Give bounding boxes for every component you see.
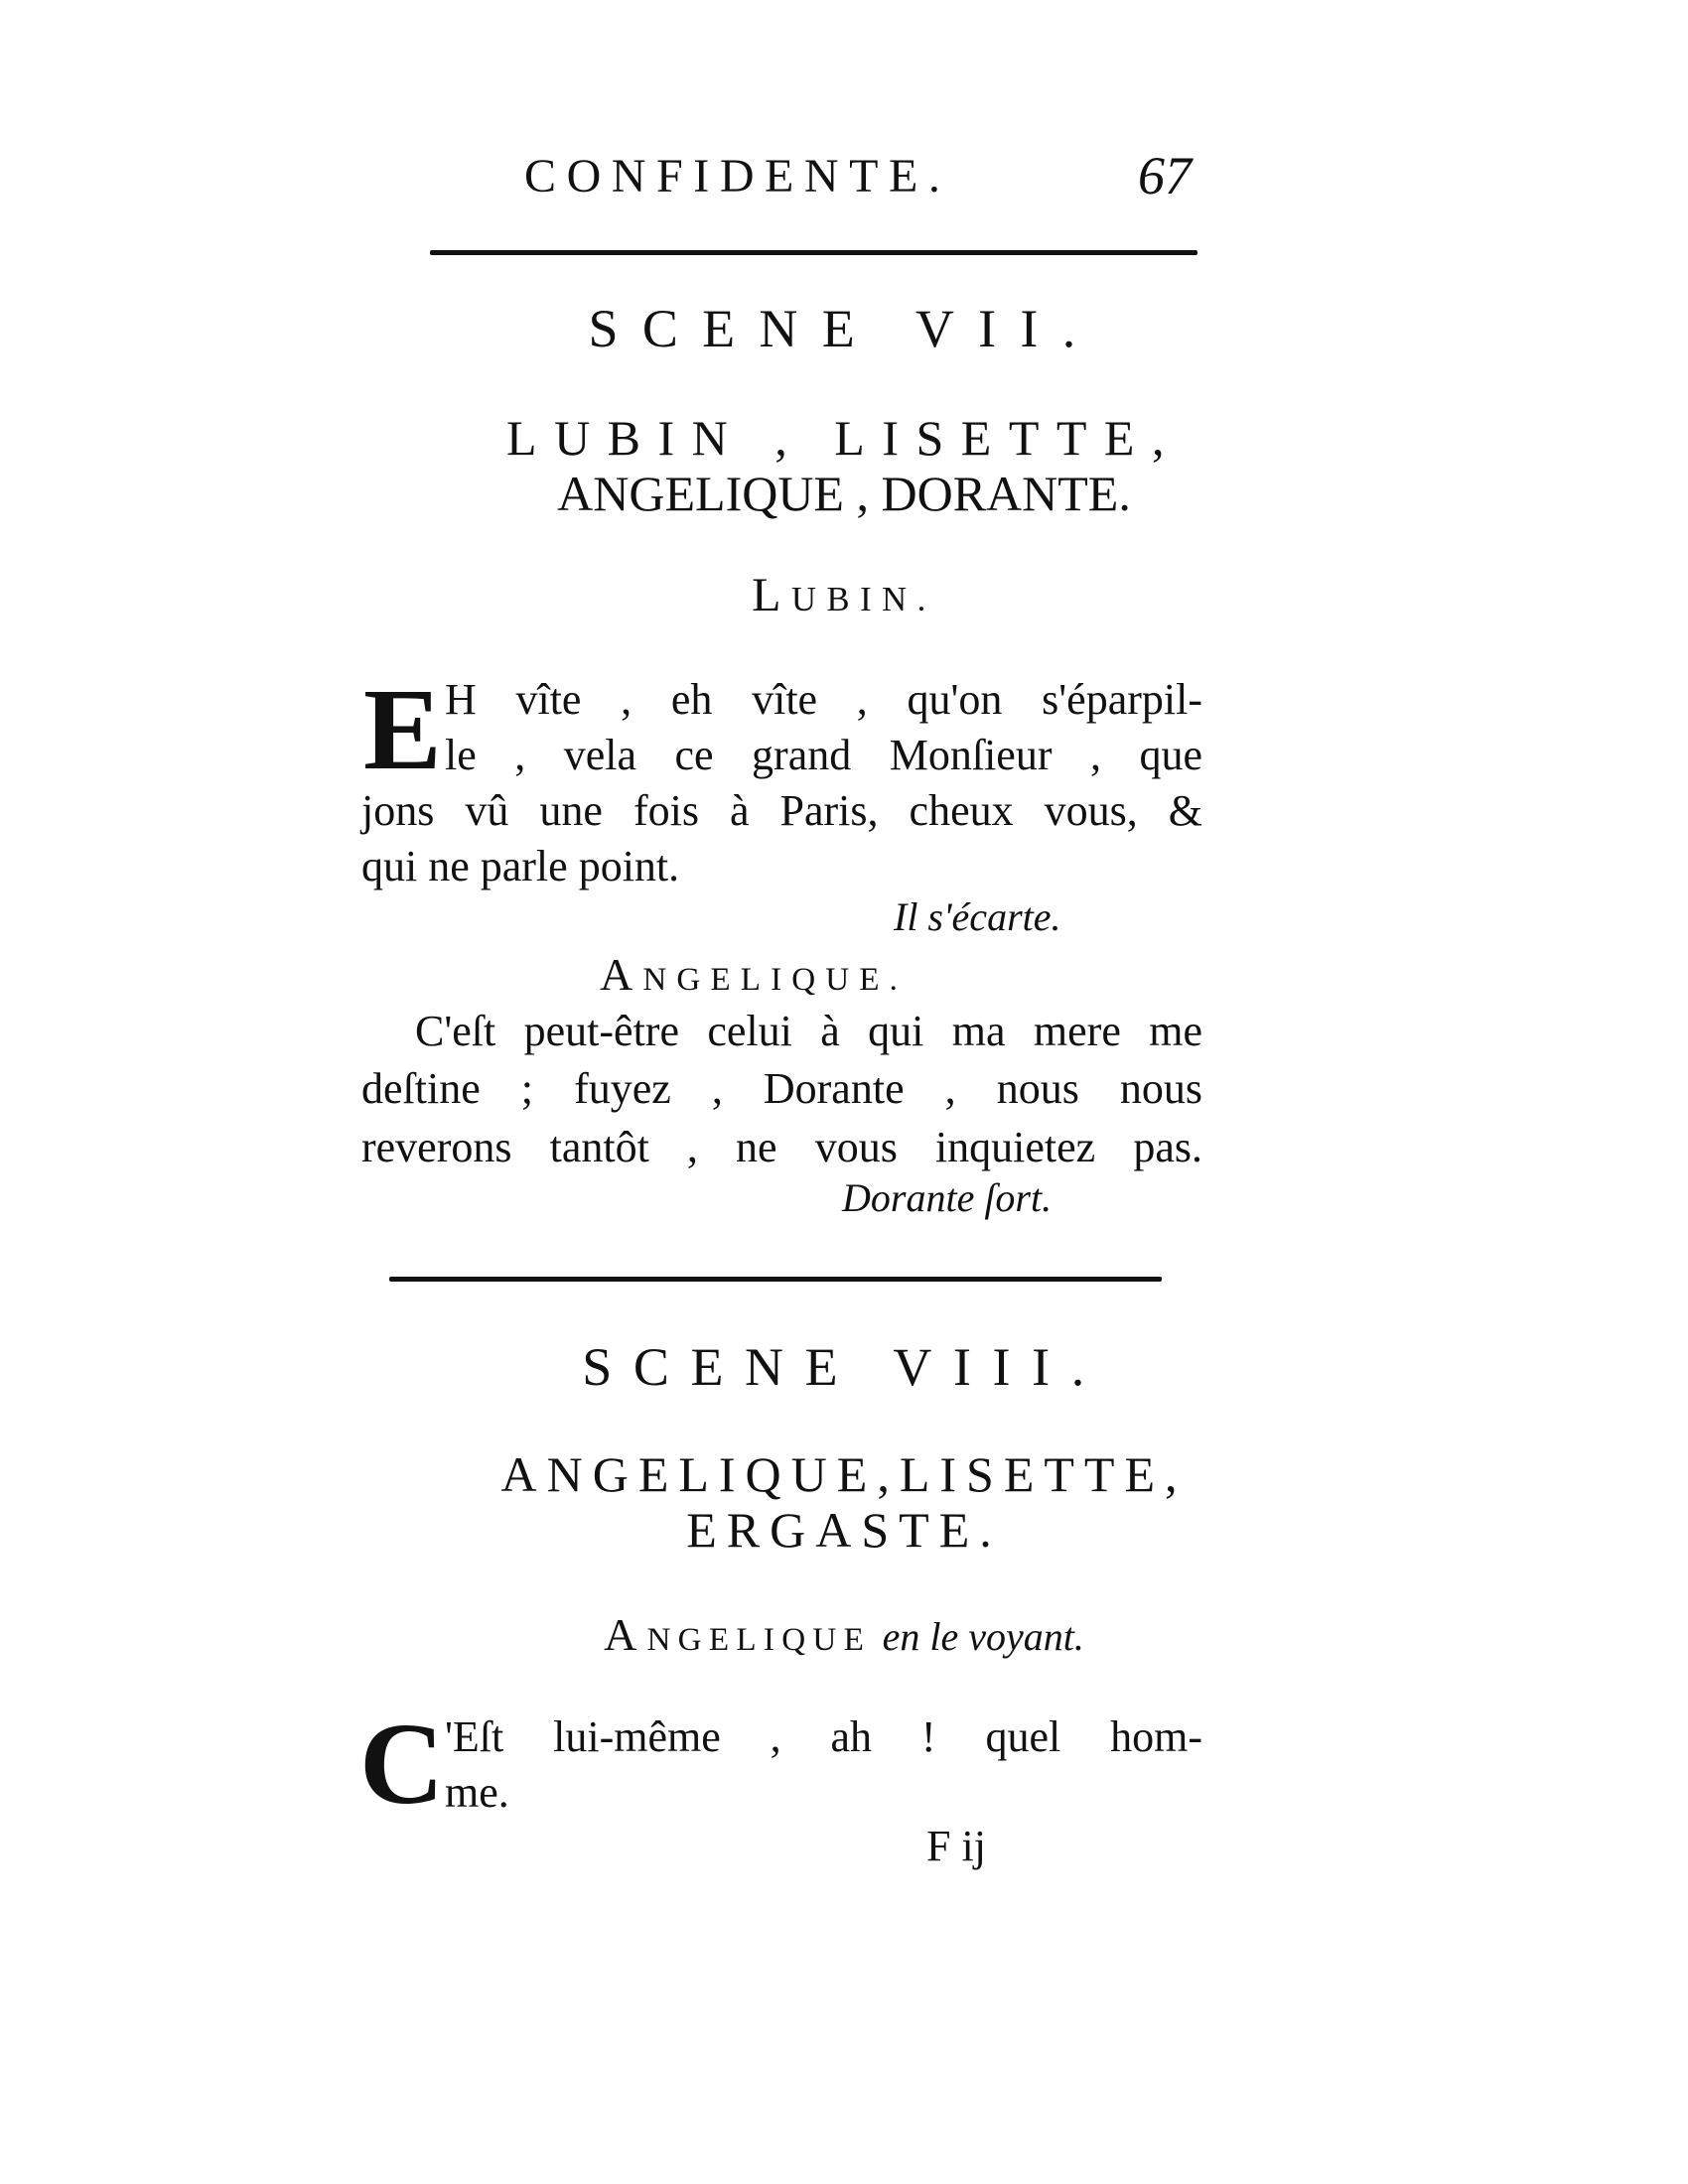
speaker-angelique (600, 948, 908, 1001)
scene-7-characters-line-1: LUBIN , LISETTE, (506, 410, 1182, 466)
speaker-lubin (0, 568, 1688, 622)
speaker-angelique (0, 1608, 1688, 1661)
speaker-initial: L (752, 569, 791, 621)
speech-line: H vîte , eh vîte , qu'on s'éparpil- (445, 675, 1202, 724)
drop-cap-e: E (363, 664, 442, 794)
stage-direction: Il s'écarte. (894, 894, 1061, 939)
speaker-initial: A (604, 1609, 647, 1660)
speaker-rest: NGELIQUE. (642, 961, 909, 998)
scene-8-characters-line-1: ANGELIQUE,LISETTE, (500, 1446, 1188, 1502)
speech-line: 'Eſt lui-même , ah ! quel hom- (445, 1712, 1202, 1761)
speech-line: C'eſt peut-être celui à qui ma mere me (415, 1007, 1202, 1055)
speech-line: reverons tantôt , ne vous inquietez pas. (361, 1123, 1202, 1171)
signature-mark: F ij (926, 1822, 986, 1870)
speech-line: qui ne parle point. (361, 842, 680, 890)
speaker-initial: A (600, 949, 643, 1000)
speech-line: me. (445, 1768, 509, 1817)
speech-line: le , vela ce grand Monſieur , que (445, 731, 1202, 779)
speaker-rest: UBIN. (791, 581, 936, 618)
scene-8-characters-line-2: ERGASTE. (686, 1502, 1002, 1558)
stage-direction: Dorante ſort. (842, 1175, 1053, 1220)
scene-8-title: SCENE VIII. (582, 1337, 1106, 1397)
header-rule (430, 250, 1197, 255)
drop-cap-c: C (359, 1699, 445, 1829)
scene-7-characters-line-2: ANGELIQUE , DORANTE. (557, 466, 1131, 521)
speech-line: jons vû une fois à Paris, cheux vous, & (361, 786, 1202, 835)
running-title: CONFIDENTE. (524, 150, 951, 203)
stage-direction: en le voyant. (882, 1614, 1084, 1659)
page-number: 67 (1138, 146, 1192, 205)
scene-rule (389, 1277, 1162, 1282)
scene-7-title: SCENE VII. (588, 299, 1100, 358)
speech-line: deſtine ; fuyez , Dorante , nous nous (361, 1064, 1202, 1113)
speaker-rest: NGELIQUE (646, 1621, 872, 1658)
